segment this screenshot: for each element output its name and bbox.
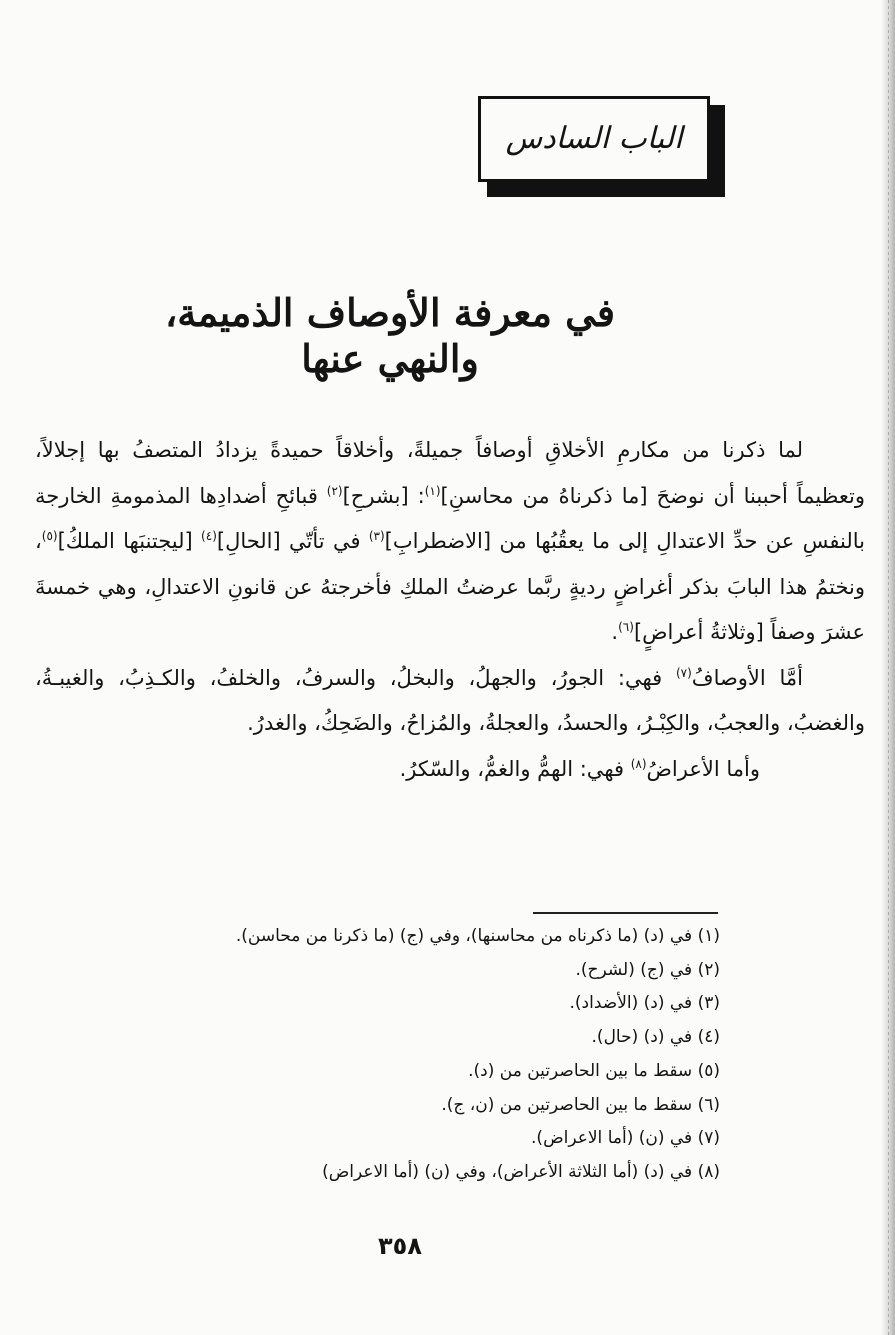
footnote-8: (٨) في (د) (أما الثلاثة الأعراض)، وفي (ن) (أما الاعراض) — [322, 1161, 720, 1182]
paragraph-intro — [35, 428, 865, 656]
footnote-7: (٧) في (ن) (أما الاعراض). — [531, 1128, 720, 1149]
chapter-title: الباب السادس — [505, 121, 683, 156]
footnote-rule — [533, 912, 718, 914]
footnote-marker: (٤) — [201, 529, 217, 543]
paragraph-text: في تأتّي [الحالِ] — [216, 529, 369, 553]
footnote-marker: (٧) — [675, 665, 692, 680]
footnote-marker: (١) — [424, 483, 441, 498]
paragraph-text: [ليجتنبَها الملكُ] — [57, 529, 202, 553]
page-edge-line — [888, 0, 889, 1335]
footnote-6: (٦) سقط ما بين الحاصرتين من (ن، ج). — [441, 1094, 720, 1115]
footnotes — [150, 920, 720, 1190]
paragraph-traits — [35, 656, 865, 747]
footnote-marker: (٢) — [326, 483, 343, 498]
paragraph-text: : [بشرحِ] — [342, 483, 425, 508]
footnote-marker: (٣) — [368, 529, 385, 543]
footnote-marker: (٥) — [41, 529, 58, 543]
paragraph-text: وأما الأعراضُ — [646, 756, 760, 781]
footnote-3: (٣) في (د) (الأضداد). — [569, 993, 720, 1014]
footnote-2: (٢) في (ج) (لشرح). — [575, 959, 720, 980]
footnote-marker: (٦) — [618, 620, 634, 634]
paragraph-text: . — [611, 620, 619, 644]
footnote-marker: (٨) — [630, 756, 647, 771]
paragraph-text: أمَّا الأوصافُ — [691, 665, 804, 690]
footnote-5: (٥) سقط ما بين الحاصرتين من (د). — [468, 1060, 720, 1081]
body-text — [35, 428, 865, 792]
page-number: ٣٥٨ — [378, 1232, 422, 1260]
chapter-box — [478, 96, 710, 182]
paragraph-text: فهي: الجورُ، والجهلُ، والبخلُ، والسرفُ، والخلفُ، والكـذِبُ، والغيبـةُ، والغضبُ، والعجبُ، والكِبْـرُ، والحسدُ، والعجلةُ، والمُزاحُ، والضَحِكُ، والغدرُ. — [35, 665, 865, 735]
paragraph-text: ، ونختمُ هذا البابَ بذكر أغراضٍ رديةٍ ربَّما عرضتُ الملكِ فأخرجتهُ عن قانونِ الاعتدالِ، وهي خمسةَ عشرَ وصفاً [وثلاثةُ أعراضٍ] — [35, 529, 865, 644]
footnote-4: (٤) في (د) (حال). — [591, 1027, 720, 1048]
paragraph-afflictions — [35, 747, 865, 793]
paragraph-text: لما ذكرنا من مكارمِ الأخلاقِ أوصافاً جميلةً، وأخلاقاً حميدةً يزدادُ المتصفُ بها إجلالاً، وتعظيماً أحببنا أن نوضحَ [ما ذكرناهُ من محاسنِ] — [35, 438, 866, 508]
footnote-1: (١) في (د) (ما ذكرناه من محاسنها)، وفي (ج) (ما ذكرنا من محاسن). — [235, 926, 720, 946]
paragraph-text: فهي: الهمُّ والغمُّ، والسّكرُ. — [399, 756, 631, 781]
paragraph-text: قبائحِ أضدادِها المذمومةِ الخارجة بالنفسِ عن حدِّ الاعتدالِ إلى ما يعقُبُها من [الاضطرابِ] — [35, 483, 865, 553]
section-title: في معرفة الأوصاف الذميمة، والنهي عنها — [164, 290, 616, 381]
